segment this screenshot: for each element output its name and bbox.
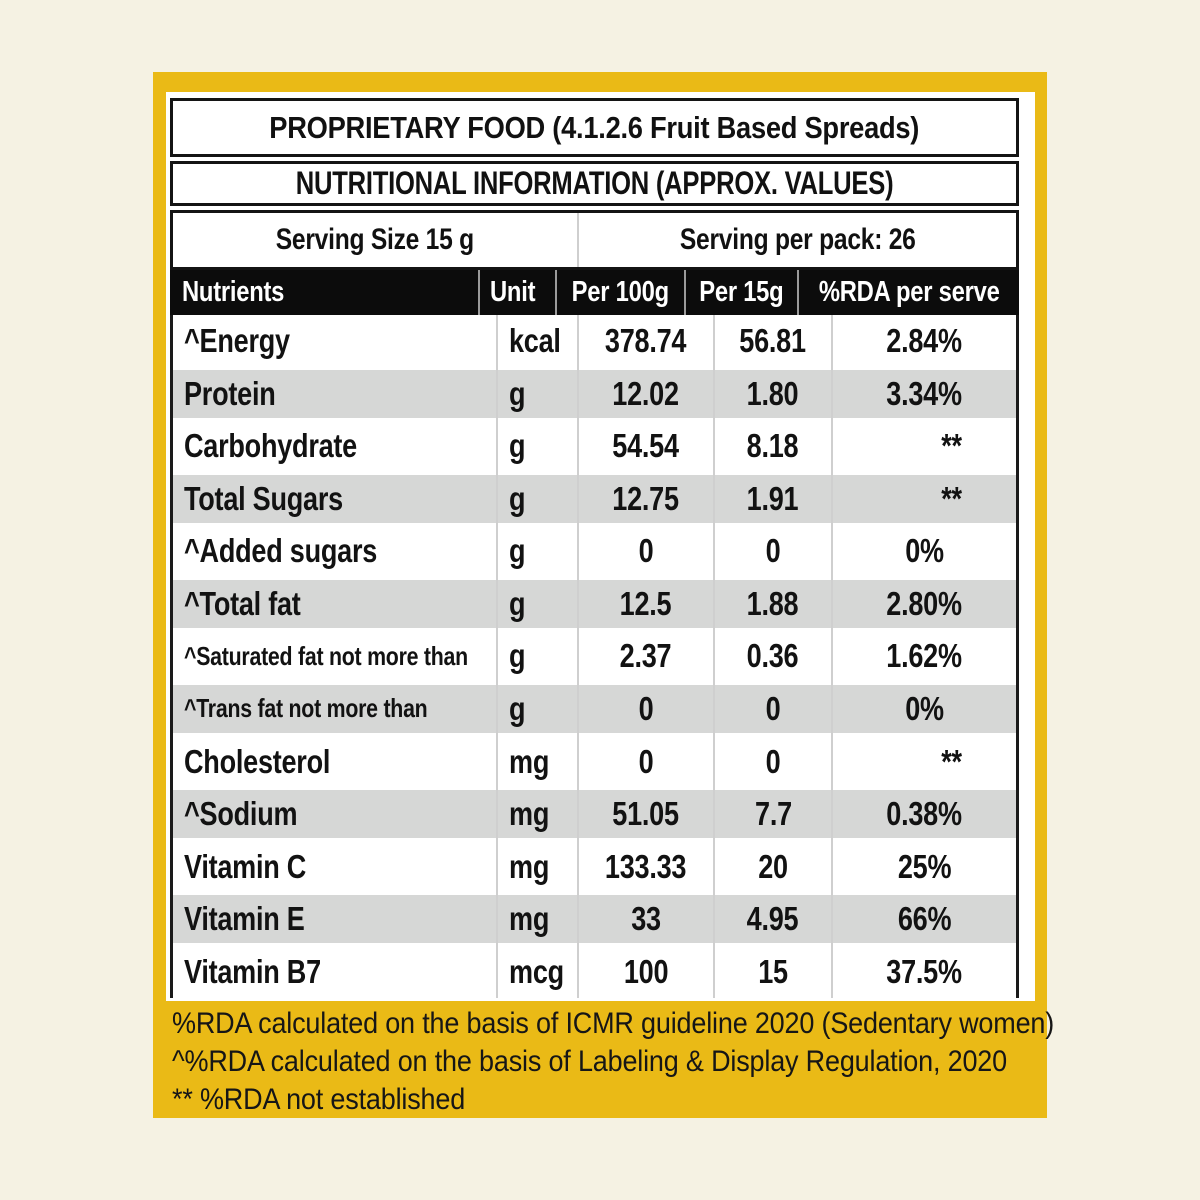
per-100g-cell: 100	[577, 945, 713, 998]
unit-cell: g	[496, 683, 577, 736]
nutrient-name-cell: ^Total fat	[184, 584, 301, 622]
rda-cell: 0%	[831, 525, 1016, 578]
table-row	[173, 788, 1016, 841]
header-per-15g	[684, 270, 796, 315]
footnote-line: ^%RDA calculated on the basis of Labeling & Display Regulation, 2020	[172, 1045, 1007, 1078]
nutrient-name-cell: ^Saturated fat not more than	[184, 640, 468, 671]
per-15g-cell: 4.95	[713, 893, 831, 946]
rda-cell: 1.62%	[831, 630, 1016, 683]
unit-cell: mg	[496, 840, 577, 893]
per-100g-cell: 2.37	[577, 630, 713, 683]
table-header-row	[170, 270, 1019, 315]
rda-cell: **	[831, 420, 1016, 473]
footnote-line: %RDA calculated on the basis of ICMR guideline 2020 (Sedentary women)	[172, 1007, 1055, 1040]
per-100g-cell: 12.5	[577, 578, 713, 631]
header-unit-text: Unit	[489, 276, 535, 308]
per-100g-cell: 54.54	[577, 420, 713, 473]
table-row	[173, 683, 1016, 736]
serving-size-cell	[173, 213, 577, 267]
per-15g-cell: 15	[713, 945, 831, 998]
per-15g-cell: 1.88	[713, 578, 831, 631]
unit-cell: mcg	[496, 945, 577, 998]
unit-cell: mg	[496, 893, 577, 946]
rda-cell: 3.34%	[831, 368, 1016, 421]
header-rda-per-serve	[797, 270, 1019, 315]
nutrient-name-cell: ^Sodium	[184, 795, 298, 833]
table-row	[173, 315, 1016, 368]
per-15g-cell: 0	[713, 683, 831, 736]
nutrient-name-cell: ^Added sugars	[184, 532, 378, 570]
per-15g-cell: 8.18	[713, 420, 831, 473]
serving-per-pack-text: Serving per pack: 26	[679, 223, 916, 256]
rda-cell: 66%	[831, 893, 1016, 946]
nutritional-information-heading-text: NUTRITIONAL INFORMATION (APPROX. VALUES)	[295, 165, 894, 201]
per-15g-cell: 0.36	[713, 630, 831, 683]
per-100g-cell: 12.75	[577, 473, 713, 526]
per-100g-cell: 0	[577, 525, 713, 578]
per-100g-cell: 378.74	[577, 315, 713, 368]
header-per-100g	[555, 270, 684, 315]
per-15g-cell: 56.81	[713, 315, 831, 368]
per-15g-cell: 7.7	[713, 788, 831, 841]
nutrients-table-body	[170, 315, 1019, 998]
per-15g-cell: 0	[713, 525, 831, 578]
unit-cell: g	[496, 420, 577, 473]
nutrient-name-cell: Vitamin C	[184, 847, 307, 885]
table-row	[173, 420, 1016, 473]
table-row	[173, 525, 1016, 578]
per-15g-cell: 20	[713, 840, 831, 893]
rda-cell: 0%	[831, 683, 1016, 736]
table-row	[173, 578, 1016, 631]
rda-cell: 25%	[831, 840, 1016, 893]
per-15g-cell: 1.91	[713, 473, 831, 526]
rda-cell: 2.84%	[831, 315, 1016, 368]
rda-cell: **	[831, 473, 1016, 526]
label-yellow-frame	[153, 72, 1055, 1118]
serving-per-pack-cell	[577, 213, 1016, 267]
unit-cell: g	[496, 630, 577, 683]
unit-cell: mg	[496, 788, 577, 841]
serving-size-text: Serving Size 15 g	[275, 223, 475, 256]
unit-cell: g	[496, 473, 577, 526]
rda-cell: 0.38%	[831, 788, 1016, 841]
nutrient-name-cell: Vitamin E	[184, 900, 305, 938]
unit-cell: kcal	[496, 315, 577, 368]
serving-info-row	[170, 210, 1019, 270]
nutrient-name-cell: Vitamin B7	[184, 952, 321, 990]
per-100g-cell: 12.02	[577, 368, 713, 421]
table-row	[173, 473, 1016, 526]
label-white-panel	[166, 92, 1035, 1001]
table-row	[173, 735, 1016, 788]
header-rda-per-serve-text: %RDA per serve	[818, 276, 1000, 308]
rda-cell: 37.5%	[831, 945, 1016, 998]
footnotes-block	[172, 1005, 1152, 1119]
footnote-line: ** %RDA not established	[172, 1083, 466, 1116]
header-per-100g-text: Per 100g	[572, 276, 670, 308]
per-15g-cell: 1.80	[713, 368, 831, 421]
table-row	[173, 945, 1016, 998]
table-row	[173, 630, 1016, 683]
per-100g-cell: 0	[577, 735, 713, 788]
header-nutrients-text: Nutrients	[182, 276, 285, 308]
nutrient-name-cell: Carbohydrate	[184, 427, 357, 465]
rda-cell: 2.80%	[831, 578, 1016, 631]
nutrient-name-cell: Total Sugars	[184, 479, 343, 517]
table-row	[173, 368, 1016, 421]
unit-cell: mg	[496, 735, 577, 788]
header-per-15g-text: Per 15g	[699, 276, 784, 308]
table-row	[173, 840, 1016, 893]
table-row	[173, 893, 1016, 946]
per-100g-cell: 51.05	[577, 788, 713, 841]
per-100g-cell: 133.33	[577, 840, 713, 893]
unit-cell: g	[496, 525, 577, 578]
rda-cell: **	[831, 735, 1016, 788]
nutrient-name-cell: ^Trans fat not more than	[184, 693, 428, 724]
food-category-title-text: PROPRIETARY FOOD (4.1.2.6 Fruit Based Spreads)	[269, 109, 920, 145]
header-nutrients	[170, 270, 478, 315]
per-100g-cell: 0	[577, 683, 713, 736]
per-15g-cell: 0	[713, 735, 831, 788]
unit-cell: g	[496, 578, 577, 631]
nutritional-information-heading	[170, 161, 1019, 206]
nutrient-name-cell: Protein	[184, 374, 276, 412]
header-unit	[478, 270, 556, 315]
nutrient-name-cell: ^Energy	[184, 322, 290, 360]
food-category-title	[170, 98, 1019, 157]
per-100g-cell: 33	[577, 893, 713, 946]
unit-cell: g	[496, 368, 577, 421]
nutrient-name-cell: Cholesterol	[184, 742, 331, 780]
